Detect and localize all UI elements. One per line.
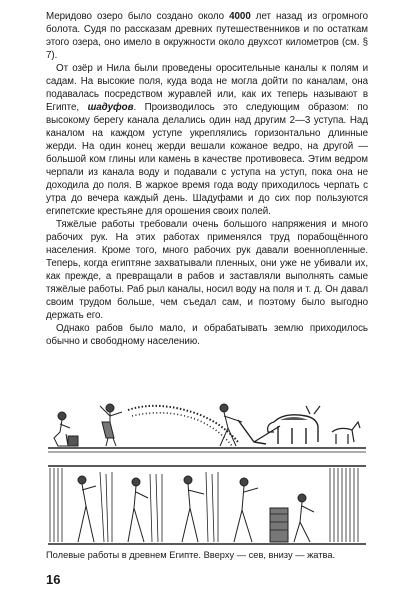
text-run: Меридово озеро было создано около	[46, 11, 230, 22]
text-run: От озёр и Нила были проведены оросительные каналы к полям и садам. На высокие поля, куда вода не могла дойти по каналам, она подавалась посредством журавлей или, как их теперь называют в Египте,	[46, 63, 368, 113]
text-run: Тяжёлые работы требовали очень большого напряжения и много рабочих рук. На этих работах применялся труд порабощённого населения. Кроме того, много рабочих рук давали военнопленные. Теперь, когда египтяне захватывали пленных, они уже не убивали их, как прежде, а превращали в рабов и заставляли выполнять самые тяжёлые работы. Раб рыл каналы, носил воду на поля и т. д. Он давал своим трудом больше, чем съедал сам, и поэтому было выгодно держать его.	[46, 219, 368, 321]
paragraph	[46, 218, 368, 322]
paragraph	[46, 62, 368, 218]
lower-register-harvest	[48, 466, 366, 544]
figure-caption: Полевые работы в древнем Египте. Вверху — сев, внизу — жатва.	[46, 550, 336, 560]
paragraph	[46, 322, 368, 348]
text-run: лет назад из огромного болота. Судя по рассказам древних путешественников и по остаткам этого озера, оно имело в окружности около двухсот километров (см. § 7).	[46, 11, 368, 61]
illustration-svg	[48, 402, 366, 550]
emphasis-text: 4000	[229, 11, 251, 22]
page-number: 16	[46, 572, 61, 587]
text-run: Однако рабов было мало, и обрабатывать землю приходилось обычно и свободному населению.	[46, 323, 368, 347]
text-run: . Производилось это следующим образом: по высокому берегу канала делались один над другим 2—3 уступа. Над каналом на каждом уступе укреплялись горизонтально длинные жерди. На один конец жерди вешали кожаное ведро, на другой — большой ком глины или камень в качестве противовеса. Этим ведром черпали из канала воду и подавали с уступа на уступ, пока она не доходила до поля. В жаркое время года воду приходилось черпать с утра до вечера каждый день. Шадуфами и до сих пор пользуются египетские крестьяне для орошения своих полей.	[46, 102, 368, 217]
illustration-field-work	[48, 402, 366, 550]
page-body	[46, 10, 368, 348]
paragraph	[46, 10, 368, 62]
text-flow	[46, 10, 368, 348]
emphasis-text: шадуфов	[87, 102, 134, 113]
upper-register-sowing	[48, 404, 366, 452]
